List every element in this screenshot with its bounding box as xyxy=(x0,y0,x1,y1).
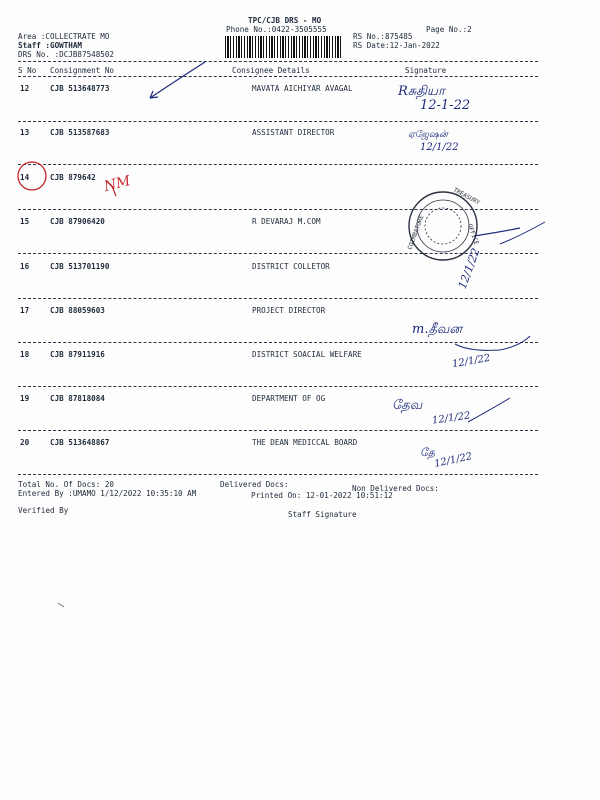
row-divider xyxy=(18,209,538,210)
signature-date-row-19: 12/1/22 xyxy=(431,410,472,427)
row-consignee: ASSISTANT DIRECTOR xyxy=(252,128,335,137)
signature-row-12: Rசுதியா xyxy=(398,84,445,99)
row-consignment: CJB 513587683 xyxy=(50,128,110,137)
printed-on: Printed On: 12-01-2022 10:51:12 xyxy=(251,491,393,500)
entered-by: Entered By :UMAMO 1/12/2022 10:35:10 AM xyxy=(18,489,197,498)
row-consignment: CJB 88059603 xyxy=(50,306,105,315)
signature-flourish-row-17 xyxy=(455,336,530,350)
row-sno: 17 xyxy=(20,306,30,315)
signature-row-20: தே xyxy=(420,446,435,459)
signature-date-row-15: 12/1/22 xyxy=(455,246,483,291)
row-consignment: CJB 87911916 xyxy=(50,350,105,359)
row-divider xyxy=(18,121,538,122)
row-consignment: CJB 879642 xyxy=(50,173,96,182)
arrow-head-icon xyxy=(150,91,158,98)
row-sno: 14 xyxy=(20,173,30,182)
document-title: TPC/CJB DRS - MO xyxy=(248,16,322,25)
signature-flourish-row-19 xyxy=(468,398,510,422)
signature-flourish-row-15 xyxy=(500,222,545,244)
signature-date-row-18: 12/1/22 xyxy=(451,352,492,371)
area-field: Area :COLLECTRATE MO xyxy=(18,32,110,41)
col-sno: S No xyxy=(18,66,37,75)
row-sno: 20 xyxy=(20,438,30,447)
stamp-text-top: TREASURY xyxy=(452,186,481,207)
col-consignment: Consignment No xyxy=(50,66,115,75)
signature-date-row-13: 12/1/22 xyxy=(420,142,459,153)
row-sno: 12 xyxy=(20,84,30,93)
signature-row-13: ஏஜேஷன் xyxy=(408,130,448,140)
row-divider xyxy=(18,474,538,475)
row-consignee: PROJECT DIRECTOR xyxy=(252,306,326,315)
total-docs: Total No. Of Docs: 20 xyxy=(18,480,115,489)
signature-stroke-row-15 xyxy=(474,228,520,236)
row-sno: 15 xyxy=(20,217,30,226)
pen-arrow-icon xyxy=(150,62,205,98)
rs-date: RS Date:12-Jan-2022 xyxy=(353,41,440,50)
row-consignee: MAVATA AICHIYAR AVAGAL xyxy=(252,84,353,93)
row-divider xyxy=(18,298,538,299)
row-consignee: DEPARTMENT OF OG xyxy=(252,394,326,403)
row-consignee: R DEVARAJ M.COM xyxy=(252,217,321,226)
divider xyxy=(18,61,538,62)
signature-date-row-12: 12-1-22 xyxy=(420,98,471,113)
delivered-docs: Delivered Docs: xyxy=(220,480,289,489)
row-consignment: CJB 513648867 xyxy=(50,438,110,447)
row-sno: 19 xyxy=(20,394,30,403)
signature-row-17: m.தீவன xyxy=(412,322,462,337)
divider xyxy=(18,76,538,77)
mark-row-14: NM xyxy=(102,173,133,195)
row-divider xyxy=(18,386,538,387)
phone-number: Phone No.:0422-3505555 xyxy=(226,25,327,34)
non-delivered-docs: Non Delivered Docs: xyxy=(352,484,439,493)
row-divider xyxy=(18,253,538,254)
row-sno: 13 xyxy=(20,128,30,137)
row-sno: 16 xyxy=(20,262,30,271)
verified-by: Verified By xyxy=(18,506,69,515)
signature-date-row-20: 12/1/22 xyxy=(433,451,474,470)
staff-field: Staff :GOWTHAM xyxy=(18,41,83,50)
stamp-text-right: OFFICE xyxy=(465,223,480,246)
staff-signature: Staff Signature xyxy=(288,510,357,519)
row-divider xyxy=(18,430,538,431)
row-consignee: DISTRICT SOACIAL WELFARE xyxy=(252,350,362,359)
row-consignment: CJB 87818084 xyxy=(50,394,105,403)
row-divider xyxy=(18,164,538,165)
page-number: Page No.:2 xyxy=(426,25,472,34)
row-divider xyxy=(18,342,538,343)
stray-mark xyxy=(58,603,64,607)
row-sno: 18 xyxy=(20,350,30,359)
signature-row-19: தேவ xyxy=(392,398,423,413)
barcode xyxy=(225,36,343,58)
drs-number: DRS No. :DCJB87548502 xyxy=(18,50,115,59)
row-consignee: DISTRICT COLLETOR xyxy=(252,262,330,271)
stamp-text-left: COIMBATORE xyxy=(406,214,426,251)
col-consignee: Consignee Details xyxy=(232,66,310,75)
row-consignee: THE DEAN MEDICCAL BOARD xyxy=(252,438,358,447)
row-consignment: CJB 513701190 xyxy=(50,262,110,271)
col-signature: Signature xyxy=(405,66,447,75)
rs-number: RS No.:875485 xyxy=(353,32,413,41)
row-consignment: CJB 87906420 xyxy=(50,217,105,226)
row-consignment: CJB 513648773 xyxy=(50,84,110,93)
